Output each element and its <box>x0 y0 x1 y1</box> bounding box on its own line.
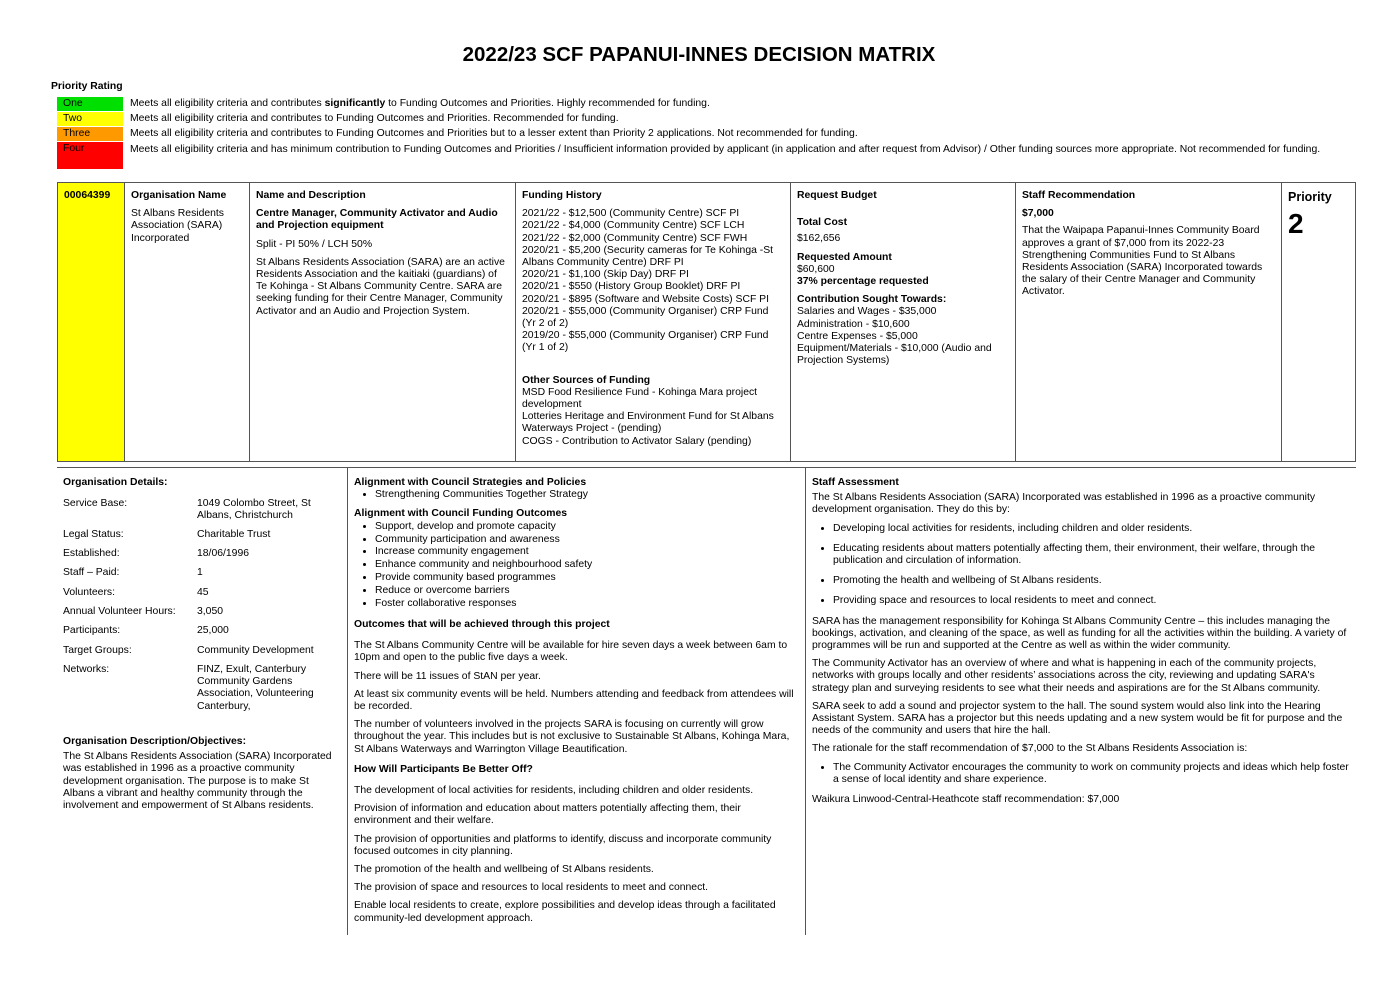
participants-para: Enable local residents to create, explore possibilities and develop ideas through a facilitated community-led development approach. <box>354 900 776 924</box>
org-detail-value: 3,050 <box>197 606 224 617</box>
org-detail-label: Established: <box>63 548 120 559</box>
funding-history-item: 2020/21 - $550 (History Group Booklet) DRF PI <box>522 281 741 293</box>
participants-para: The development of local activities for residents, including children and older residents. <box>354 784 754 796</box>
org-detail-label: Participants: <box>63 625 121 636</box>
org-detail-value: 45 <box>197 587 209 598</box>
outcome-item: • Reduce or overcome barriers <box>375 585 800 598</box>
alignment-section <box>354 477 800 925</box>
outcome-item: • Support, develop and promote capacity <box>375 521 800 534</box>
other-sources-item: Lotteries Heritage and Environment Fund for St Albans Waterways Project - (pending) <box>522 411 774 435</box>
org-detail-label: Networks: <box>63 664 110 675</box>
staff-recommendation-cell <box>1016 183 1282 461</box>
staff-recommendation-amount: $7,000 <box>1022 208 1054 220</box>
strategies-list <box>354 489 800 501</box>
org-description-text: The St Albans Residents Association (SARA) Incorporated was established in 1996 as a proactive community development organisation. The purpose is to make St Albans a vibrant and healthy community through the involvement and empowerment of St Albans residents. <box>63 751 332 812</box>
legend-swatch-one: One <box>57 97 123 111</box>
project-description: St Albans Residents Association (SARA) are an active Residents Association and the kaitiaki (guardians) of Te Kohinga - St Albans Community Centre. SARA are seeking funding for their Centre Manager, Community Activator and an Audio and Projection System. <box>256 256 505 317</box>
legend-row-two <box>57 112 1327 126</box>
participants-para: The provision of opportunities and platforms to identify, discuss and incorporate community focused outcomes in city planning. <box>354 833 772 857</box>
priority-value: 2 <box>1288 208 1304 239</box>
legend-row-three <box>57 127 1327 141</box>
column-divider-right <box>805 467 806 935</box>
legend-text-four: Meets all eligibility criteria and has minimum contribution to Funding Outcomes and Priorities / Insufficient information provided by applicant (in application and after request from Advisor) / Other funding sources more appropriate. Not recommended for funding. <box>130 144 1321 155</box>
funding-history-item: 2021/22 - $4,000 (Community Centre) SCF LCH <box>522 220 745 232</box>
contribution-item: Administration - $10,600 <box>797 318 910 330</box>
outcome-item: • Foster collaborative responses <box>375 598 800 611</box>
org-detail-label: Target Groups: <box>63 645 132 656</box>
priority-cell <box>1282 183 1355 461</box>
staff-assessment-closing: Waikura Linwood-Central-Heathcote staff recommendation: $7,000 <box>812 794 1120 806</box>
outcome-item: • Increase community engagement <box>375 546 800 559</box>
org-detail-value: 1049 Colombo Street, St Albans, Christchurch <box>197 498 311 522</box>
outcomes-list <box>354 521 800 611</box>
funding-history-list <box>522 208 784 354</box>
project-name: Centre Manager, Community Activator and Audio and Projection equipment <box>256 208 498 232</box>
org-name-header: Organisation Name <box>131 190 227 201</box>
funding-history-cell <box>516 183 791 461</box>
funding-history-item: 2020/21 - $1,100 (Skip Day) DRF PI <box>522 269 689 281</box>
strategies-heading: Alignment with Council Strategies and Policies <box>354 477 587 488</box>
org-detail-value: FINZ, Exult, Canterbury Community Gardens Association, Volunteering Canterbury, <box>197 664 314 712</box>
org-detail-value: 18/06/1996 <box>197 548 250 559</box>
priority-rating-heading: Priority Rating <box>51 81 123 92</box>
priority-header: Priority <box>1288 190 1332 204</box>
funding-history-item: 2020/21 - $55,000 (Community Organiser) CRP Fund (Yr 2 of 2) <box>522 305 769 330</box>
rationale-bullets <box>812 762 1350 786</box>
org-name-cell <box>125 183 250 461</box>
page-title: 2022/23 SCF PAPANUI-INNES DECISION MATRIX <box>462 43 936 66</box>
staff-recommendation-header: Staff Recommendation <box>1022 190 1136 201</box>
other-sources-item: MSD Food Resilience Fund - Kohinga Mara project development <box>522 386 758 411</box>
legend-swatch-three: Three <box>57 127 123 141</box>
column-divider-left <box>347 467 348 935</box>
org-detail-label: Volunteers: <box>63 587 115 598</box>
staff-assessment-intro: The St Albans Residents Association (SARA) Incorporated was established in 1996 as a proactive community development organisation. They do this by: <box>812 492 1316 516</box>
staff-assessment-section <box>812 477 1350 806</box>
org-detail-value: 25,000 <box>197 625 229 636</box>
staff-assessment-bullet: • Promoting the health and wellbeing of St Albans residents. <box>833 575 1350 587</box>
outcome-item: • Community participation and awareness <box>375 534 800 547</box>
participants-para: The provision of space and resources to local residents to meet and connect. <box>354 882 709 894</box>
project-outcome-para: The number of volunteers involved in the projects SARA is focusing on currently will grow throughout the year. This includes but is not exclusive to Sustainable St Albans, Kohinga Mara, St Albans Waterways and Warrington Village Beautification. <box>354 719 790 755</box>
org-details-heading: Organisation Details: <box>63 477 168 488</box>
org-detail-value: 1 <box>197 567 203 578</box>
name-description-header: Name and Description <box>256 190 366 201</box>
org-detail-label: Legal Status: <box>63 529 124 540</box>
org-detail-value: Community Development <box>197 645 314 656</box>
legend-text-two: Meets all eligibility criteria and contributes to Funding Outcomes and Priorities. Recommended for funding. <box>130 113 619 124</box>
funding-history-header: Funding History <box>522 190 602 201</box>
lower-section-top-border <box>57 467 1356 468</box>
staff-assessment-bullet: • Educating residents about matters potentially affecting them, their environment, their welfare, through the publication and circulation of information. <box>833 543 1350 567</box>
total-cost-label: Total Cost <box>797 217 848 229</box>
request-budget-header: Request Budget <box>797 190 877 201</box>
requested-amount-value: $60,600 <box>797 263 835 275</box>
request-budget-cell <box>791 183 1016 461</box>
org-detail-label: Staff – Paid: <box>63 567 120 578</box>
staff-assessment-bullets <box>812 523 1350 608</box>
application-table <box>57 182 1356 462</box>
org-description-block <box>63 736 341 812</box>
strategy-item: • Strengthening Communities Together Strategy <box>375 489 800 501</box>
project-outcome-para: The St Albans Community Centre will be available for hire seven days a week between 6am to 10pm and open to the public five days a week. <box>354 640 788 664</box>
legend-swatch-four: Four <box>57 142 123 169</box>
funding-history-item: 2020/21 - $5,200 (Security cameras for Te Kohinga -St Albans Community Centre) DRF PI <box>522 244 774 269</box>
org-name: St Albans Residents Association (SARA) Incorporated <box>131 208 224 244</box>
legend-row-one <box>57 97 1327 111</box>
contribution-item: Salaries and Wages - $35,000 <box>797 306 937 318</box>
staff-assessment-bullet: • Developing local activities for residents, including children and older residents. <box>833 523 1350 535</box>
legend-text-three: Meets all eligibility criteria and contributes to Funding Outcomes and Priorities but to a lesser extent than Priority 2 applications. Not recommended for funding. <box>130 128 858 139</box>
staff-recommendation-text: That the Waipapa Papanui-Innes Community Board approves a grant of $7,000 from its 2022-23 Strengthening Communities Fund to St Albans Residents Association (SARA) Incorporated towards the salary of their Centre Manager and Community Activator. <box>1022 225 1263 298</box>
funding-history-item: 2020/21 - $895 (Software and Website Costs) SCF PI <box>522 293 769 305</box>
org-detail-label: Annual Volunteer Hours: <box>63 606 176 617</box>
staff-assessment-para: SARA seek to add a sound and projector system to the hall. The sound system would also link into the Hearing Assistant System. SARA has a projector but this needs updating and a new system would be fit for purpose and the needs of the community and users that hire the hall. <box>812 700 1343 737</box>
project-outcome-para: There will be 11 issues of StAN per year. <box>354 670 541 682</box>
funding-history-item: 2021/22 - $2,000 (Community Centre) SCF FWH <box>522 232 748 244</box>
total-cost-value: $162,656 <box>797 233 841 245</box>
org-detail-label: Service Base: <box>63 498 128 509</box>
project-outcome-para: At least six community events will be held. Numbers attending and feedback from attendees will be recorded. <box>354 688 794 712</box>
percentage-requested: 37% percentage requested <box>797 276 929 288</box>
outcomes-heading: Alignment with Council Funding Outcomes <box>354 508 567 520</box>
staff-assessment-para: The Community Activator has an overview of where and what is happening in each of the community projects, networks with groups locally and other residents’ associations across the city, reviewing and updating SARA's strategy plan and surveying residents to see what their needs and aspirations are for the St Albans community. <box>812 658 1321 694</box>
participants-para: The promotion of the health and wellbeing of St Albans residents. <box>354 864 654 875</box>
staff-assessment-para: SARA has the management responsibility for Kohinga St Albans Community Centre – this includes managing the bookings, activation, and cleaning of the space, as well as funding for all the activities within the building. A variety of programmes will be run and supported at the Centre as well as within the wider community. <box>812 615 1347 652</box>
org-detail-value: Charitable Trust <box>197 529 271 540</box>
legend-text-one: Meets all eligibility criteria and contributes significantly to Funding Outcomes and Priorities. Highly recommended for funding. <box>130 98 710 109</box>
participants-heading: How Will Participants Be Better Off? <box>354 763 533 775</box>
staff-assessment-para: The rationale for the staff recommendation of $7,000 to the St Albans Residents Association is: <box>812 743 1248 755</box>
rationale-bullet: • The Community Activator encourages the community to work on community projects and ideas which help foster a sense of local identity and share experience. <box>833 762 1350 786</box>
legend-swatch-two: Two <box>57 112 123 126</box>
other-sources-item: COGS - Contribution to Activator Salary (pending) <box>522 435 752 447</box>
outcome-item: • Enhance community and neighbourhood safety <box>375 559 800 572</box>
org-description-heading: Organisation Description/Objectives: <box>63 736 247 747</box>
legend-row-four <box>57 142 1327 169</box>
contribution-label: Contribution Sought Towards: <box>797 294 947 306</box>
outcome-item: • Provide community based programmes <box>375 572 800 585</box>
requested-amount-label: Requested Amount <box>797 251 892 263</box>
name-description-cell <box>250 183 516 461</box>
funding-history-item: 2019/20 - $55,000 (Community Organiser) CRP Fund (Yr 1 of 2) <box>522 330 769 354</box>
other-sources-header: Other Sources of Funding <box>522 374 651 386</box>
split-info: Split - PI 50% / LCH 50% <box>256 238 373 250</box>
application-id-cell <box>58 183 125 461</box>
funding-history-item: 2021/22 - $12,500 (Community Centre) SCF PI <box>522 208 740 220</box>
participants-para: Provision of information and education about matters potentially affecting them, their environment and their welfare. <box>354 803 741 827</box>
contribution-item: Equipment/Materials - $10,000 (Audio and Projection Systems) <box>797 343 992 367</box>
contribution-item: Centre Expenses - $5,000 <box>797 330 918 342</box>
application-id: 00064399 <box>64 190 111 201</box>
staff-assessment-bullet: • Providing space and resources to local residents to meet and connect. <box>833 595 1350 607</box>
project-outcomes-heading: Outcomes that will be achieved through this project <box>354 618 610 630</box>
staff-assessment-heading: Staff Assessment <box>812 477 899 488</box>
